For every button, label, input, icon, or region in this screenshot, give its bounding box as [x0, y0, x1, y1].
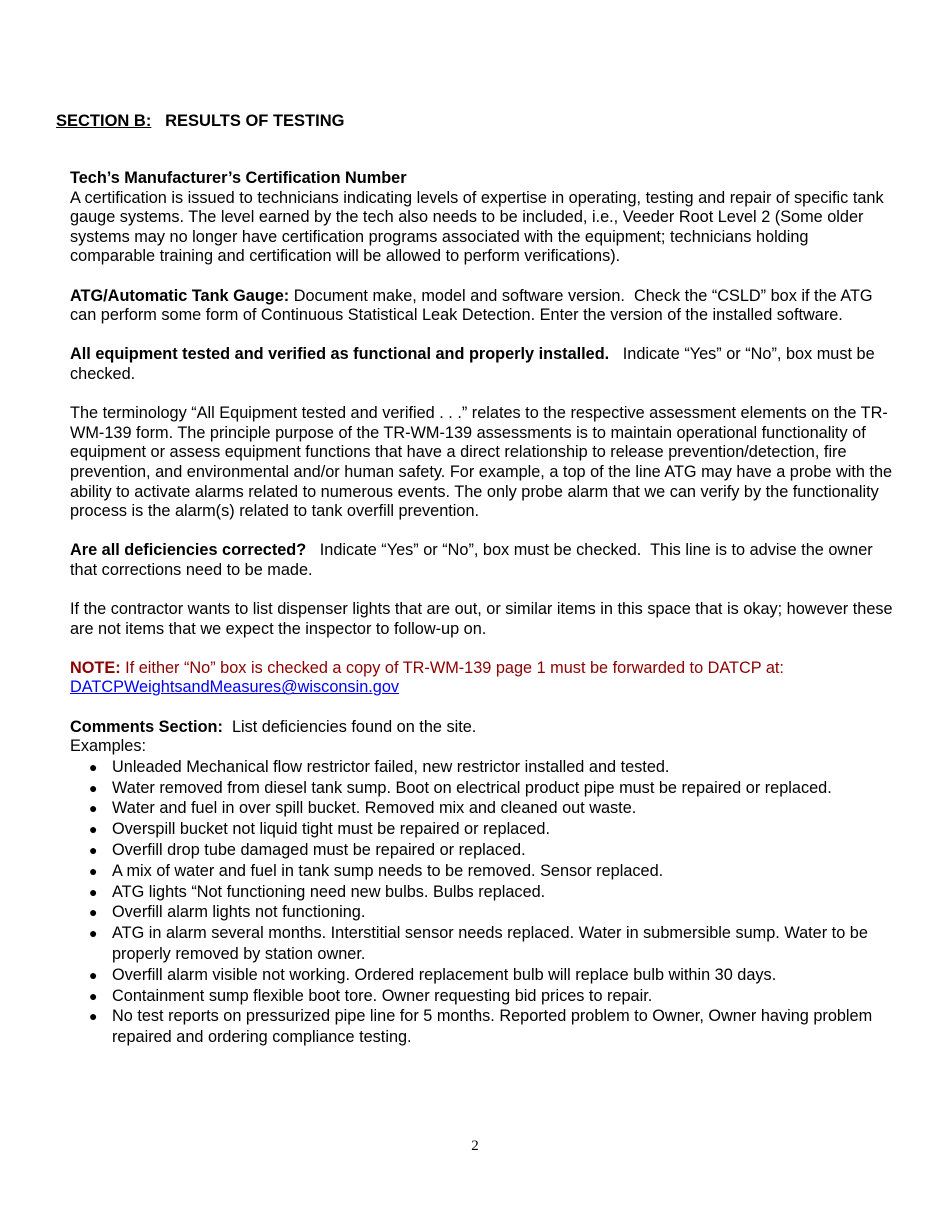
deficiencies-text: Indicate “Yes” or “No”, box must be checked. This line is to advise the owner that corrections need to be made. — [70, 541, 878, 579]
deficiencies-heading: Are all deficiencies corrected? — [70, 541, 307, 560]
list-item-text: Overfill drop tube damaged must be repaired or replaced. — [112, 841, 526, 859]
note-paragraph — [70, 659, 898, 698]
note-text: If either “No” box is checked a copy of TR-WM-139 page 1 must be forwarded to DATCP at: — [120, 658, 784, 677]
section-label: SECTION B: — [56, 112, 152, 130]
list-item — [70, 902, 898, 923]
bullet-icon: ● — [89, 1008, 98, 1025]
comments-heading: Comments Section: — [70, 717, 223, 736]
section-title: RESULTS OF TESTING — [165, 112, 345, 130]
list-item — [70, 757, 898, 778]
examples-label: Examples: — [70, 737, 147, 756]
bullet-icon: ● — [89, 883, 98, 900]
list-item-text: Overfill alarm lights not functioning. — [112, 903, 366, 922]
list-item — [70, 923, 898, 965]
all-equipment-text: Indicate “Yes” or “No”, box must be checked. — [70, 345, 880, 383]
list-item-text: No test reports on pressurized pipe line for 5 months. Reported problem to Owner, Owner having problem repaired and ordering compliance testing. — [112, 1007, 873, 1047]
contractor-paragraph — [70, 600, 898, 639]
bullet-icon: ● — [89, 966, 98, 983]
atg-text: Document make, model and software version. Check the “CSLD” box if the ATG can perform some form of Continuous Statistical Leak Detection. Enter the version of the installed software. — [70, 286, 878, 325]
bullet-icon: ● — [89, 821, 98, 838]
list-item-text: ATG in alarm several months. Interstitial sensor needs replaced. Water in submersible sump. Water to be properly removed by station owner. — [112, 924, 868, 963]
tech-cert-paragraph — [70, 169, 898, 267]
bullet-icon: ● — [89, 800, 98, 817]
list-item-text: A mix of water and fuel in tank sump needs to be removed. Sensor replaced. — [112, 861, 664, 880]
atg-heading: ATG/Automatic Tank Gauge: — [70, 286, 290, 305]
tech-cert-heading: Tech’s Manufacturer’s Certification Number — [70, 169, 407, 187]
bullet-icon: ● — [89, 862, 98, 879]
bullet-icon: ● — [89, 904, 98, 921]
all-equipment-paragraph — [70, 345, 898, 384]
bullet-icon: ● — [89, 779, 98, 796]
datcp-email-link[interactable]: DATCPWeightsandMeasures@wisconsin.gov — [70, 678, 400, 697]
list-item-text: Containment sump flexible boot tore. Owner requesting bid prices to repair. — [112, 986, 653, 1005]
all-equipment-heading: All equipment tested and verified as functional and properly installed. — [70, 345, 610, 364]
contractor-text: If the contractor wants to list dispenser lights that are out, or similar items in this space that is okay; however these are not items that we expect the inspector to follow-up on. — [70, 600, 893, 638]
bullet-icon: ● — [89, 987, 98, 1004]
list-item — [70, 882, 898, 903]
list-item-text: Unleaded Mechanical flow restrictor failed, new restrictor installed and tested. — [112, 757, 670, 776]
list-item — [70, 819, 898, 840]
list-item — [70, 986, 898, 1007]
list-item — [70, 840, 898, 861]
bullet-icon: ● — [89, 925, 98, 942]
atg-paragraph — [70, 287, 898, 326]
list-item-text: Overspill bucket not liquid tight must be repaired or replaced. — [112, 820, 551, 839]
page-number: 2 — [471, 1138, 479, 1154]
list-item-text: Water removed from diesel tank sump. Boot on electrical product pipe must be repaired or replaced. — [112, 778, 832, 797]
note-label: NOTE: — [70, 658, 121, 677]
list-item — [70, 1006, 898, 1048]
bullet-icon: ● — [89, 758, 98, 775]
tech-cert-text: A certification is issued to technicians indicating levels of expertise in operating, testing and repair of specific tank gauge systems. The level earned by the tech also needs to be included, i.e., Veeder Root Level 2 (Some older systems may no longer have certification programs associated with the equipment; technicians holding comparable training and certification will be allowed to perform verifications). — [70, 188, 884, 266]
section-heading — [56, 112, 344, 131]
examples-list — [70, 757, 898, 1048]
deficiencies-paragraph — [70, 541, 898, 580]
comments-section — [70, 718, 898, 1048]
list-item-text: Water and fuel in over spill bucket. Removed mix and cleaned out waste. — [112, 799, 637, 818]
list-item-text: ATG lights “Not functioning need new bulbs. Bulbs replaced. — [112, 882, 546, 901]
list-item — [70, 778, 898, 799]
document-body — [70, 169, 898, 1048]
list-item — [70, 798, 898, 819]
list-item — [70, 965, 898, 986]
bullet-icon: ● — [89, 842, 98, 858]
terminology-paragraph — [70, 404, 898, 522]
terminology-text: The terminology “All Equipment tested and verified . . .” relates to the respective assessment elements on the TR-WM-139 form. The principle purpose of the TR-WM-139 assessments is to maintain operational functionality of equipment or assess equipment functions that have a direct relationship to release prevention/detection, fire prevention, and environmental and/or human safety. For example, a top of the line ATG may have a probe with the ability to activate alarms related to numerous events. The only probe alarm that we can verify by the functionality process is the alarm(s) related to tank overfill prevention. — [70, 404, 893, 521]
list-item-text: Overfill alarm visible not working. Ordered replacement bulb will replace bulb within 30 days. — [112, 965, 777, 984]
list-item — [70, 861, 898, 882]
comments-text: List deficiencies found on the site. — [222, 717, 477, 736]
